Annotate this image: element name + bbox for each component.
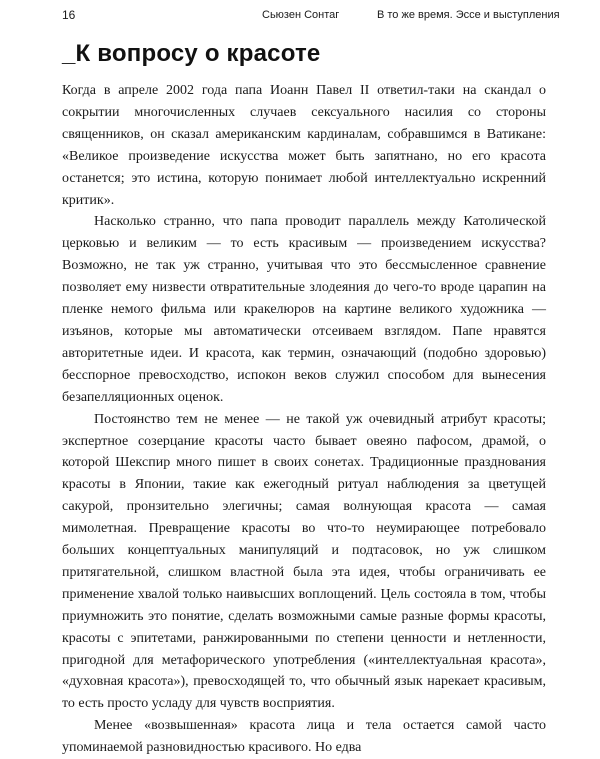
paragraph: Постоянство тем не менее — не такой уж очевидный атрибут красоты; экспертное созерцание красоты часто бывает овеяно пафосом, драмой, о которой Шекспир много пишет в своих сонетах. Традиционные празднования красоты в Японии, такие как ежегодный ритуал наблюдения за цветущей сакурой, пронзительно элегичны; самая волнующая красота — самая мимолетная. Превращение красоты во что-то неумирающее потребовало больших концептуальных манипуляций и подтасовок, но уж слишком притягательной, слишком властной была эта идея, чтобы ограничивать ее применение хвалой только наивысших воплощений. Цель состояла в том, чтобы приумножить это понятие, сделать возможными самые разные формы красоты, красоты с эпитетами, ранжированными по степени ценности и нетленности, пригодной для метафорического употребления («интеллектуальная красота», «духовная красота»), превосходящей то, что обычный язык нарекает красивым, то есть просто усладу для чувств восприятия.: [62, 411, 546, 712]
body-text: [62, 80, 546, 759]
paragraph: Когда в апреле 2002 года папа Иоанн Павел II ответил-таки на скандал о сокрытии многочисленных случаев сексуального насилия со стороны священников, он сказал американским кардиналам, собравшимся в Ватикане: «Великое произведение искусства может быть запятнано, но его красота останется; это истина, которую понимает любой интеллектуально искренний критик».: [62, 83, 546, 208]
page-number: 16: [62, 8, 76, 22]
paragraph: Менее «возвышенная» красота лица и тела остается самой часто упоминаемой разновидностью красивого. Но едва: [62, 718, 546, 756]
running-header-author: Сьюзен Сонтаг: [262, 9, 340, 21]
paragraph: Насколько странно, что папа проводит параллель между Католической церковью и великим — то есть красивым — произведением искусства? Возможно, не так уж странно, учитывая что это бессмысленное сравнение позволяет ему низвести отвратительные злодеяния до чего-то вроде царапин на пленке немого фильма или кракелюров на картине великого художника — изъянов, которые мы автоматически отсеиваем взглядом. Папе нравятся авторитетные идеи. И красота, как термин, означающий (подобно здоровью) бесспорное превосходство, испокон веков служил способом для вынесения безапелляционных оценок.: [62, 214, 546, 405]
chapter-title: _К вопросу о красоте: [62, 40, 321, 67]
running-header-book-title: В то же время. Эссе и выступления: [377, 9, 560, 21]
running-header: [62, 8, 560, 30]
